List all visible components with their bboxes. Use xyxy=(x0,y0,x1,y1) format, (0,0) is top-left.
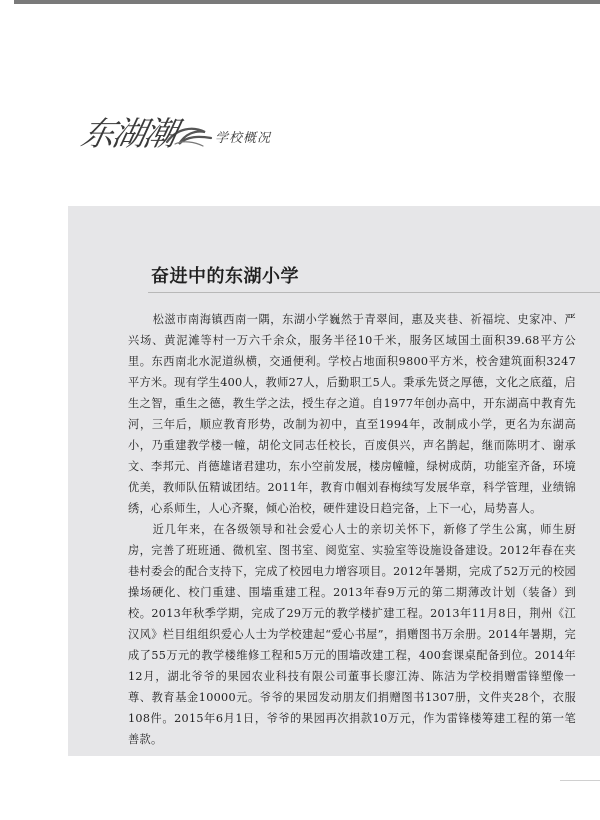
paragraph: 近几年来，在各级领导和社会爱心人士的亲切关怀下，新修了学生公寓，师生厨房，完善了班班通、微机室、图书室、阅览室、实验室等设施设备建设。2012年春在夹巷村委会的配合支持下，完成了校园电力增容项目。2012年暑期，完成了52万元的校园操场硬化、校门重建、围墙重建工程。2013年春9万元的第二期薄改计划（装备）到校。2013年秋季学期，完成了29万元的教学楼扩建工程。2013年11月8日，荆州《江汉风》栏目组组织爱心人士为学校建起“爱心书屋”，捐赠图书万余册。2014年暑期，完成了55万元的教学楼维修工程和5万元的围墙改建工程，400套课桌配备到位。2014年12月，湖北爷爷的果园农业科技有限公司董事长廖江涛、陈洁为学校捐赠雷锋塑像一尊、教育基金10000元。爷爷的果园发动朋友们捐赠图书1307册，文件夹28个，衣服108件。2015年6月1日，爷爷的果园再次捐款10万元，作为雷锋楼筹建工程的第一笔善款。 xyxy=(128,523,576,746)
section-label: 学校概况 xyxy=(215,131,272,146)
paragraph: 松滋市南海镇西南一隅，东湖小学巍然于青翠间，惠及夹巷、祈福垸、史家冲、严兴场、黄泥滩等村一万六千余众，服务半径10千米，服务区域国土面积39.68平方公里。东西南北水泥道纵横，交通便利。学校占地面积9800平方米，校舍建筑面积3247平方米。现有学生400人，教师27人，后勤职工5人。秉承先贤之厚德，文化之底蕴，启生之智，重生之德，教生学之法，授生存之道。自1977年创办高中，开东湖高中教育先河，三年后，顺应教育形势，改制为初中，直至1994年，改制成小学，更名为东湖高小，乃重建教学楼一幢，胡伦文同志任校长，百废俱兴，声名鹊起，继而陈明才、谢承文、李邦元、肖德雄诸君建功，东小空前发展，楼房幢幢，绿树成荫，功能室齐备，环境优美，教师队伍精诚团结。2011年，教育巾帼刘春梅续写发展华章，科学管理，业绩锦绣，心系师生，人心齐聚，倾心治校，硬件建设日趋完备，上下一心，局势喜人。 xyxy=(128,313,577,515)
article-body xyxy=(128,309,576,750)
title-underline xyxy=(148,292,600,293)
running-header xyxy=(77,102,342,153)
article-title: 奋进中的东湖小学 xyxy=(151,266,299,287)
brand-calligraphy: 东湖潮 xyxy=(77,114,180,153)
content-panel xyxy=(68,206,600,756)
top-border-rule xyxy=(14,0,600,4)
corner-rule xyxy=(560,780,600,781)
